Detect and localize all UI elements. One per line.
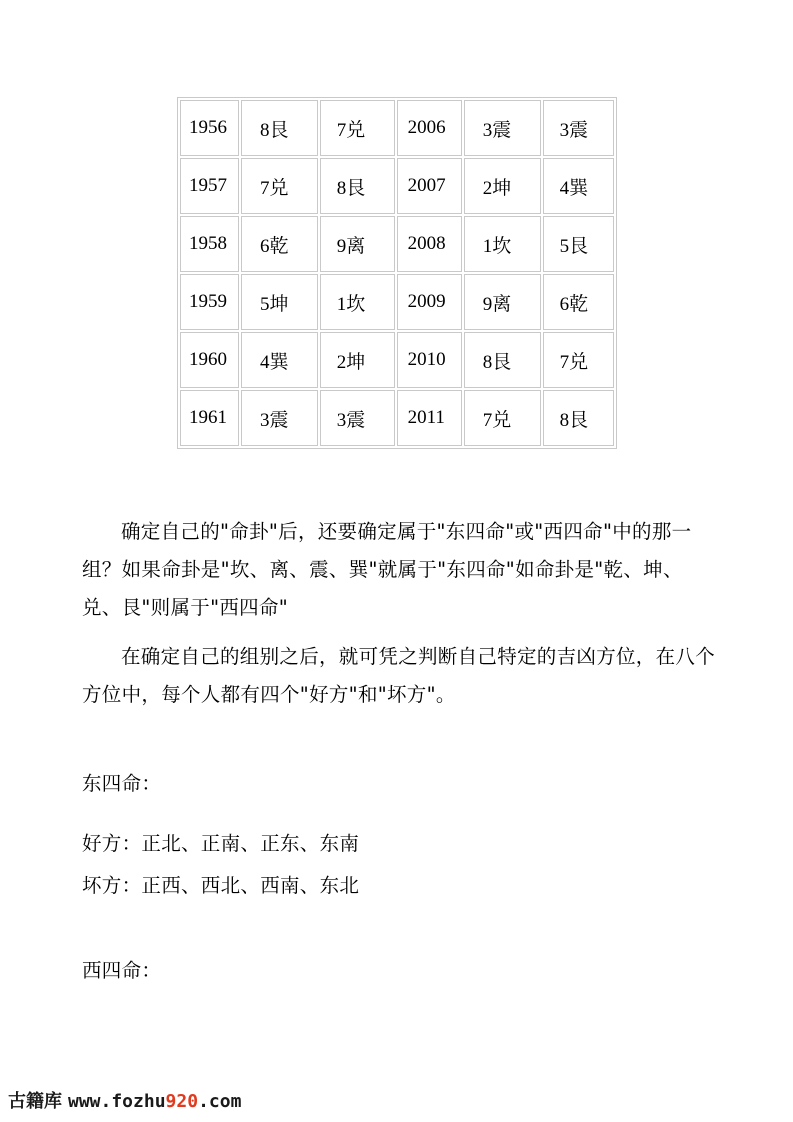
table-cell: 7兑 bbox=[543, 332, 614, 388]
table-cell: 7兑 bbox=[464, 390, 541, 446]
east-good-directions: 好方：正北、正南、正东、东南 bbox=[82, 832, 360, 855]
table-cell: 8艮 bbox=[241, 100, 318, 156]
table-cell: 2011 bbox=[397, 390, 462, 446]
url-number: 920 bbox=[165, 1091, 199, 1112]
table-cell: 2006 bbox=[397, 100, 462, 156]
table-cell: 5艮 bbox=[543, 216, 614, 272]
table-row bbox=[180, 332, 614, 388]
west-four-heading: 西四命： bbox=[82, 959, 162, 982]
table-cell: 2010 bbox=[397, 332, 462, 388]
table-cell: 2坤 bbox=[464, 158, 541, 214]
table-cell: 3震 bbox=[464, 100, 541, 156]
table-row bbox=[180, 216, 614, 272]
table-cell: 2007 bbox=[397, 158, 462, 214]
url-suffix: .com bbox=[198, 1091, 242, 1112]
table-cell: 5坤 bbox=[241, 274, 318, 330]
table-cell: 8艮 bbox=[464, 332, 541, 388]
table-cell: 2坤 bbox=[320, 332, 395, 388]
east-bad-directions: 坏方：正西、西北、西南、东北 bbox=[82, 874, 360, 897]
table-body bbox=[180, 100, 614, 446]
table-cell: 1961 bbox=[180, 390, 239, 446]
table-cell: 7兑 bbox=[320, 100, 395, 156]
url-prefix: www.fozhu bbox=[68, 1091, 166, 1112]
table-cell: 1958 bbox=[180, 216, 239, 272]
table-cell: 1957 bbox=[180, 158, 239, 214]
site-url[interactable] bbox=[68, 1091, 241, 1112]
paragraph-determine-group: 确定自己的"命卦"后，还要确定属于"东四命"或"西四命"中的那一组？如果命卦是"坎、离、震、巽"就属于"东四命"如命卦是"乾、坤、兑、艮"则属于"西四命" bbox=[82, 520, 692, 619]
table-cell: 8艮 bbox=[543, 390, 614, 446]
table-cell: 1960 bbox=[180, 332, 239, 388]
table-cell: 6乾 bbox=[543, 274, 614, 330]
paragraph-directions: 在确定自己的组别之后，就可凭之判断自己特定的吉凶方位，在八个方位中，每个人都有四个"好方"和"坏方"。 bbox=[82, 645, 716, 706]
table-row bbox=[180, 158, 614, 214]
table-cell: 6乾 bbox=[241, 216, 318, 272]
table-cell: 4巽 bbox=[543, 158, 614, 214]
site-watermark bbox=[8, 1087, 241, 1113]
table-cell: 1956 bbox=[180, 100, 239, 156]
table-cell: 7兑 bbox=[241, 158, 318, 214]
table-cell: 8艮 bbox=[320, 158, 395, 214]
table-cell: 4巽 bbox=[241, 332, 318, 388]
table-cell: 2009 bbox=[397, 274, 462, 330]
table-cell: 9离 bbox=[320, 216, 395, 272]
table-cell: 1坎 bbox=[464, 216, 541, 272]
table-cell: 9离 bbox=[464, 274, 541, 330]
table-row bbox=[180, 100, 614, 156]
birth-year-trigram-table bbox=[177, 97, 617, 449]
east-four-heading: 东四命： bbox=[82, 772, 162, 795]
site-name: 古籍库 bbox=[8, 1091, 62, 1112]
table-cell: 1坎 bbox=[320, 274, 395, 330]
table-row bbox=[180, 274, 614, 330]
table-row bbox=[180, 390, 614, 446]
table-cell: 1959 bbox=[180, 274, 239, 330]
table-cell: 3震 bbox=[543, 100, 614, 156]
table-cell: 3震 bbox=[320, 390, 395, 446]
table-cell: 2008 bbox=[397, 216, 462, 272]
table-cell: 3震 bbox=[241, 390, 318, 446]
